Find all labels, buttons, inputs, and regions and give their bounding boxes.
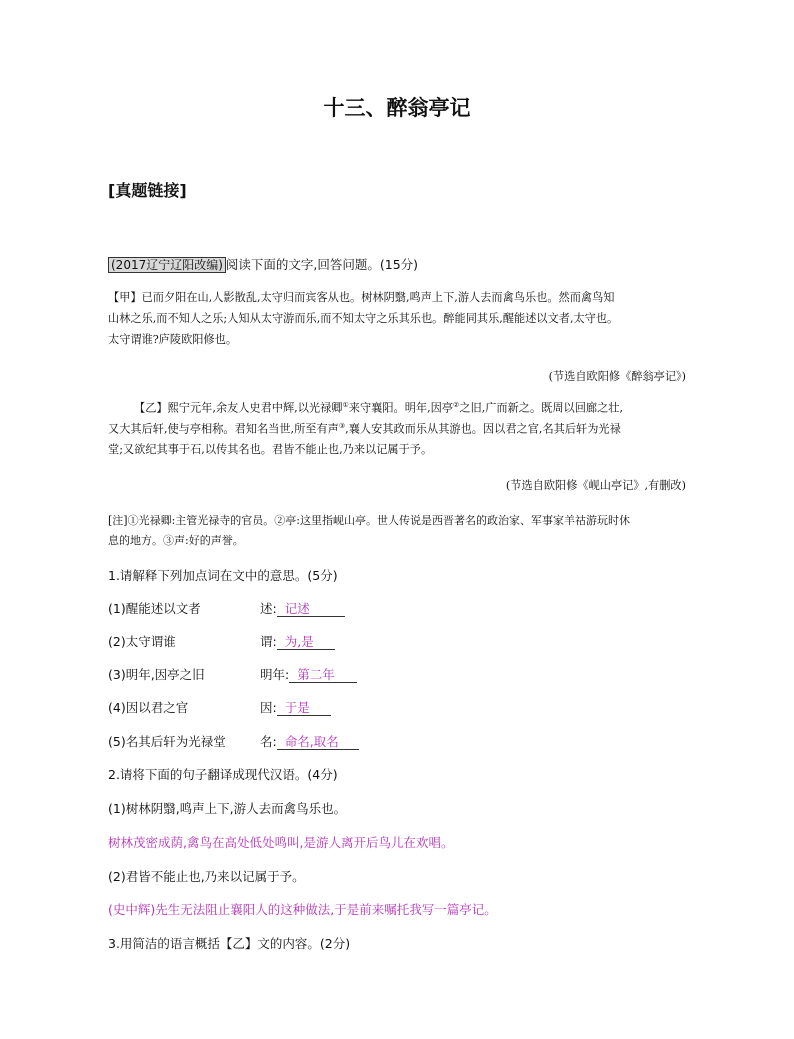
footnote-marker: ① [342,401,349,409]
answer-blank: 为,是 [277,634,335,650]
passage-a-line-3: 太守谓谁?庐陵欧阳修也。 [108,333,238,346]
passage-a-source: (节选自欧阳修《醉翁亭记》) [548,370,686,383]
answer-blank: 第二年 [289,667,357,683]
footnote-marker: ② [453,401,460,409]
answer-blank: 命名,取名 [277,734,359,750]
answer-blank: 记述 [277,601,345,617]
q2-sentence-1: (1)树林阴翳,鸣声上下,游人去而禽鸟乐也。 [108,801,347,816]
passage-b-line-3: 堂;又欲纪其事于石,以传其名也。君皆不能止也,乃来以记属于予。 [108,443,433,456]
q1-word: 谓: [260,634,277,649]
q1-word: 因: [260,700,277,715]
passage-b-text: ,襄人安其政而乐从其游也。因以君之官,名其后轩为光禄 [345,422,621,436]
page-title: 十三、醉翁亭记 [323,96,471,120]
q2-sentence-2: (2)君皆不能止也,乃来以记属于予。 [108,869,305,884]
source-tag: (2017辽宁辽阳改编) [108,257,226,273]
passage-b-text: 【乙】熙宁元年,余友人史君中辉,以光禄卿 [134,401,343,415]
q1-item-answer [260,599,345,617]
intro-line [108,255,418,273]
passage-b-text: 又大其后轩,使与亭相称。君知名当世,所至有声 [108,422,339,436]
passage-b-text: 之旧,广而新之。既周以回廊之壮, [459,401,624,415]
passage-a-line-2: 山林之乐,而不知人之乐;人知从太守游而乐,而不知太守之乐其乐也。醉能同其乐,醒能述以文者,太守也。 [108,312,619,325]
question-3-prompt: 3.用简洁的语言概括【乙】文的内容。(2分) [108,936,351,951]
q1-item-text: (4)因以君之官 [108,700,189,715]
passage-b-text: 来守襄阳。明年,因亭 [348,401,454,415]
q1-word: 名: [260,734,277,749]
q1-item-text: (5)名其后轩为光禄堂 [108,734,226,749]
q1-item-text: (3)明年,因亭之旧 [108,667,205,682]
passage-b-line-1 [134,402,623,414]
answer-blank: 于是 [277,700,331,716]
q1-item-text: (1)醒能述以文者 [108,601,201,616]
passage-b-source: (节选自欧阳修《岘山亭记》,有删改) [505,479,686,492]
q1-item-answer [260,632,335,650]
q1-item-answer [260,732,359,750]
passage-a-line-1: 【甲】已而夕阳在山,人影散乱,太守归而宾客从也。树林阴翳,鸣声上下,游人去而禽鸟乐也。然而禽鸟知 [108,291,615,304]
question-2-prompt: 2.请将下面的句子翻译成现代汉语。(4分) [108,767,338,782]
notes-line-2: 息的地方。③声:好的声誉。 [108,534,244,547]
q1-item-text: (2)太守谓谁 [108,634,176,649]
footnote-marker: ③ [338,422,346,430]
section-heading: [真题链接] [108,181,187,200]
intro-text: 阅读下面的文字,回答问题。(15分) [225,257,419,272]
q1-item-answer [260,698,331,716]
q1-word: 明年: [260,667,290,682]
q1-item-answer [260,665,357,683]
q2-answer-1: 树林茂密成荫,禽鸟在高处低处鸣叫,是游人离开后鸟儿在欢唱。 [108,835,454,850]
passage-b-line-2 [108,423,621,435]
q1-word: 述: [260,601,277,616]
question-1-prompt: 1.请解释下列加点词在文中的意思。(5分) [108,568,338,583]
q2-answer-2: (史中辉)先生无法阻止襄阳人的这种做法,于是前来嘱托我写一篇亭记。 [108,902,497,917]
notes-line-1: [注]①光禄卿:主管光禄寺的官员。②亭:这里指岘山亭。世人传说是西晋著名的政治家、军事家羊祜游玩时休 [108,514,630,527]
